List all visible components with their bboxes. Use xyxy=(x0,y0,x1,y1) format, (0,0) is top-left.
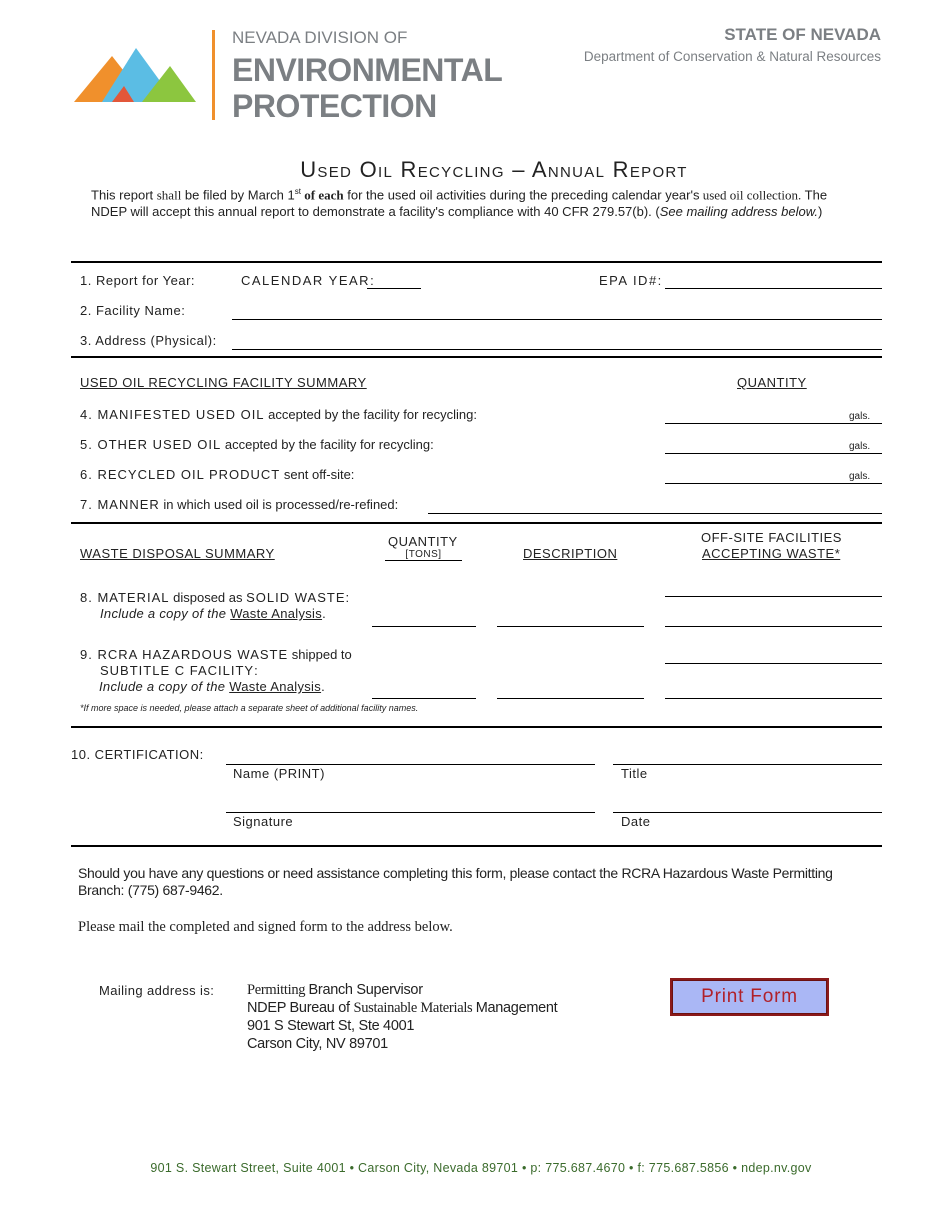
item1-label: 1. Report for Year: xyxy=(80,273,196,288)
epa-id-field[interactable] xyxy=(665,288,882,289)
rule-5 xyxy=(71,845,882,847)
title-label: Title xyxy=(621,766,648,781)
solid-waste-description-field[interactable] xyxy=(497,626,644,627)
waste-footnote: *If more space is needed, please attach a separate sheet of additional facility names. xyxy=(80,703,419,713)
item6-label: 6. RECYCLED OIL PRODUCT sent off-site: xyxy=(80,467,355,482)
rule-4 xyxy=(71,726,882,728)
intro-line-2: NDEP will accept this annual report to demonstrate a facility's compliance with 40 CFR 279.57(b). (See mailing address below.) xyxy=(91,204,823,219)
rule-2 xyxy=(71,356,882,358)
item8-include-note: Include a copy of the Waste Analysis. xyxy=(100,606,326,621)
manifested-oil-field[interactable] xyxy=(665,423,882,424)
hazardous-offsite-field-2[interactable] xyxy=(665,698,882,699)
certification-label: 10. CERTIFICATION: xyxy=(71,747,204,762)
calendar-year-field[interactable] xyxy=(367,288,421,289)
date-label: Date xyxy=(621,814,651,829)
name-print-field[interactable] xyxy=(226,764,595,765)
other-oil-field[interactable] xyxy=(665,453,882,454)
title-field[interactable] xyxy=(613,764,882,765)
item3-label: 3. Address (Physical): xyxy=(80,333,217,348)
tons-label: [TONS] xyxy=(385,549,462,561)
mailing-label: Mailing address is: xyxy=(99,983,215,998)
name-print-label: Name (PRINT) xyxy=(233,766,325,781)
offsite-heading-2: ACCEPTING WASTE* xyxy=(702,546,841,561)
hazardous-quantity-field[interactable] xyxy=(372,698,476,699)
intro-line-1: This report shall be filed by March 1st of each for the used oil activities during the preceding calendar year's used oil collection. The xyxy=(91,187,828,203)
signature-field[interactable] xyxy=(226,812,595,813)
state-of-nevada: STATE OF NEVADA xyxy=(724,25,881,44)
manner-field[interactable] xyxy=(428,513,882,514)
recycled-product-field[interactable] xyxy=(665,483,882,484)
top-rule xyxy=(71,261,882,263)
signature-label: Signature xyxy=(233,814,294,829)
environmental-line: ENVIRONMENTAL xyxy=(232,52,503,88)
item4-gals: gals. xyxy=(849,411,871,422)
logo-divider xyxy=(212,30,215,120)
mailing-address xyxy=(247,981,557,1053)
footer-address: 901 S. Stewart Street, Suite 4001 • Carson City, Nevada 89701 • p: 775.687.4670 • f: 775.687.5856 • ndep.nv.gov xyxy=(150,1161,812,1175)
ndep-mountain-logo xyxy=(72,44,198,106)
mailing-line-3: 901 S Stewart St, Ste 4001 xyxy=(247,1018,415,1034)
address-field[interactable] xyxy=(232,349,882,350)
waste-heading: WASTE DISPOSAL SUMMARY xyxy=(80,546,275,561)
item9-include-note: Include a copy of the Waste Analysis. xyxy=(99,679,325,694)
print-form-button[interactable]: Print Form xyxy=(670,978,829,1016)
item9-label-1: 9. RCRA HAZARDOUS WASTE shipped to xyxy=(80,647,352,662)
protection-line: PROTECTION xyxy=(232,88,437,124)
item2-label: 2. Facility Name: xyxy=(80,303,186,318)
hazardous-description-field[interactable] xyxy=(497,698,644,699)
mailing-line-2: NDEP Bureau of Sustainable Materials Management xyxy=(247,1000,558,1016)
item6-gals: gals. xyxy=(849,471,871,482)
recycling-heading: USED OIL RECYCLING FACILITY SUMMARY xyxy=(80,375,367,390)
description-heading: DESCRIPTION xyxy=(523,546,618,561)
division-line: NEVADA DIVISION OF xyxy=(232,28,408,47)
hazardous-offsite-field-1[interactable] xyxy=(665,663,882,664)
mailing-line-1: Permitting Branch Supervisor xyxy=(247,982,423,998)
item9-label-2: SUBTITLE C FACILITY: xyxy=(100,663,259,678)
recycling-quantity-heading: QUANTITY xyxy=(737,375,807,390)
item5-label: 5. OTHER USED OIL accepted by the facility for recycling: xyxy=(80,437,434,452)
facility-name-field[interactable] xyxy=(232,319,882,320)
rule-3 xyxy=(71,522,882,524)
solid-waste-quantity-field[interactable] xyxy=(372,626,476,627)
contact-line-2: Branch: (775) 687-9462. xyxy=(78,882,223,898)
offsite-heading-1: OFF-SITE FACILITIES xyxy=(701,530,842,545)
epa-id-label: EPA ID#: xyxy=(599,273,663,288)
contact-line-1: Should you have any questions or need assistance completing this form, please contact the RCRA Hazardous Waste Permitting xyxy=(78,865,833,881)
department-name: Department of Conservation & Natural Resources xyxy=(583,49,881,64)
item8-label: 8. MATERIAL disposed as SOLID WASTE: xyxy=(80,590,350,605)
waste-quantity-heading: QUANTITY xyxy=(388,534,458,549)
item5-gals: gals. xyxy=(849,441,871,452)
solid-waste-offsite-field-2[interactable] xyxy=(665,626,882,627)
date-field[interactable] xyxy=(613,812,882,813)
solid-waste-offsite-field-1[interactable] xyxy=(665,596,882,597)
item7-label: 7. MANNER in which used oil is processed/re-refined: xyxy=(80,497,399,512)
mailing-line-4: Carson City, NV 89701 xyxy=(247,1036,388,1052)
form-title: Used Oil Recycling – Annual Report xyxy=(300,157,688,182)
calendar-year-label: CALENDAR YEAR: xyxy=(241,273,376,288)
item4-label: 4. MANIFESTED USED OIL accepted by the facility for recycling: xyxy=(80,407,477,422)
mail-instructions: Please mail the completed and signed form to the address below. xyxy=(78,919,453,935)
